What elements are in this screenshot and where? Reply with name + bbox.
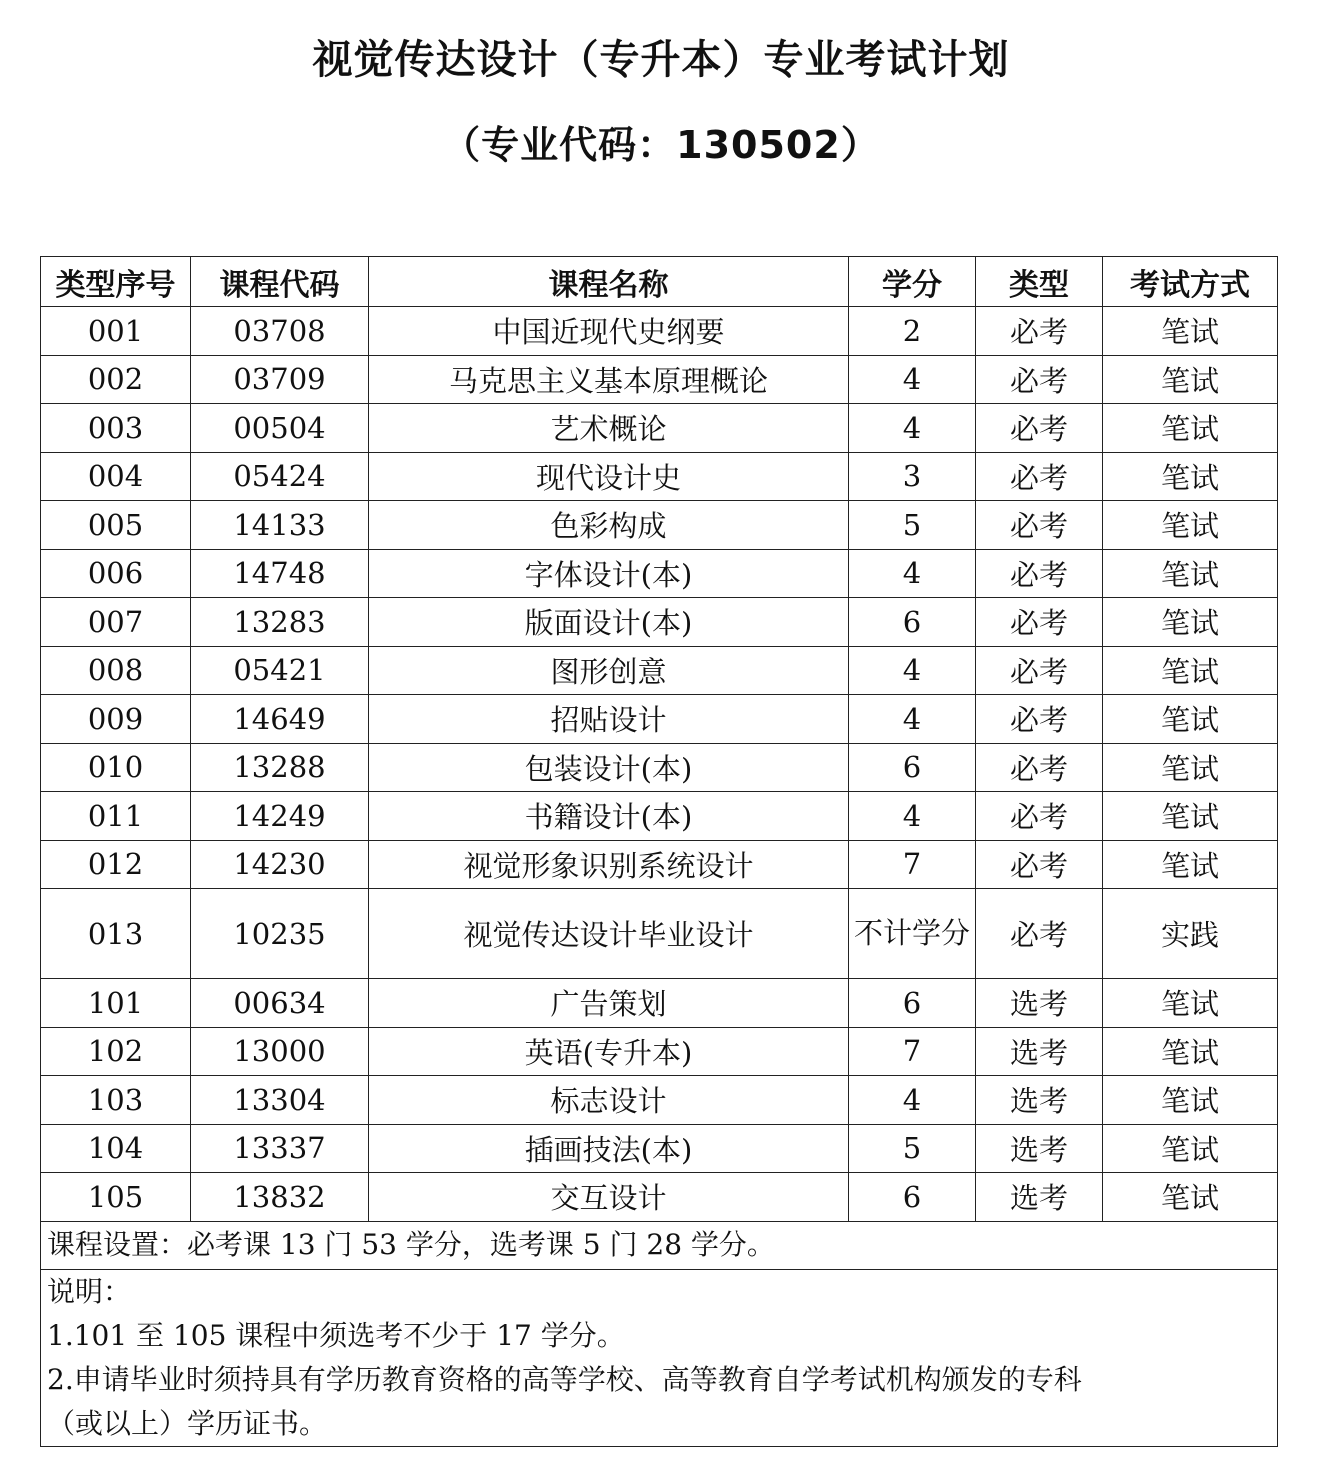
cell-credit: 7 [849,1027,976,1076]
cell-type: 必考 [976,307,1103,356]
cell-code: 13337 [191,1124,369,1173]
table-row [41,1027,1278,1076]
cell-credit: 4 [849,792,976,841]
cell-code: 05424 [191,452,369,501]
cell-name: 书籍设计(本) [369,792,849,841]
cell-credit: 4 [849,355,976,404]
table-header-row [41,257,1278,307]
exam-plan-table [40,256,1278,1447]
table-row [41,646,1278,695]
table-row [41,355,1278,404]
header-name: 课程名称 [369,257,849,307]
cell-code: 00634 [191,979,369,1028]
cell-credit: 6 [849,598,976,647]
cell-exam: 笔试 [1103,743,1278,792]
cell-credit: 5 [849,1124,976,1173]
cell-name: 马克思主义基本原理概论 [369,355,849,404]
cell-name: 版面设计(本) [369,598,849,647]
cell-name: 艺术概论 [369,404,849,453]
cell-seq: 005 [41,501,191,550]
cell-type: 选考 [976,979,1103,1028]
cell-type: 必考 [976,792,1103,841]
cell-credit: 4 [849,404,976,453]
table-row [41,549,1278,598]
cell-credit: 2 [849,307,976,356]
cell-seq: 008 [41,646,191,695]
cell-exam: 笔试 [1103,404,1278,453]
cell-type: 必考 [976,695,1103,744]
header-code: 课程代码 [191,257,369,307]
table-row [41,979,1278,1028]
cell-code: 14230 [191,840,369,889]
cell-exam: 笔试 [1103,792,1278,841]
cell-type: 必考 [976,452,1103,501]
cell-exam: 笔试 [1103,979,1278,1028]
table-row [41,792,1278,841]
cell-credit: 4 [849,1076,976,1125]
cell-name: 标志设计 [369,1076,849,1125]
cell-name: 交互设计 [369,1173,849,1222]
table-row [41,1173,1278,1222]
header-credit: 学分 [849,257,976,307]
cell-credit: 5 [849,501,976,550]
cell-credit: 6 [849,979,976,1028]
cell-exam: 笔试 [1103,1124,1278,1173]
cell-exam: 笔试 [1103,695,1278,744]
note-item-2-line-2: （或以上）学历证书。 [47,1407,328,1440]
cell-seq: 011 [41,792,191,841]
cell-code: 10235 [191,889,369,979]
cell-seq: 003 [41,404,191,453]
cell-exam: 笔试 [1103,598,1278,647]
cell-seq: 007 [41,598,191,647]
cell-credit: 6 [849,743,976,792]
table-row [41,1124,1278,1173]
cell-type: 选考 [976,1173,1103,1222]
cell-seq: 012 [41,840,191,889]
cell-credit: 3 [849,452,976,501]
cell-type: 选考 [976,1124,1103,1173]
cell-exam: 实践 [1103,889,1278,979]
cell-code: 14748 [191,549,369,598]
cell-type: 选考 [976,1076,1103,1125]
course-setting-row [41,1221,1278,1270]
cell-exam: 笔试 [1103,1173,1278,1222]
cell-name: 插画技法(本) [369,1124,849,1173]
cell-code: 14249 [191,792,369,841]
cell-type: 必考 [976,598,1103,647]
cell-name: 广告策划 [369,979,849,1028]
cell-credit: 不计学分 [849,889,976,979]
cell-code: 13832 [191,1173,369,1222]
cell-name: 包装设计(本) [369,743,849,792]
cell-type: 必考 [976,743,1103,792]
cell-exam: 笔试 [1103,646,1278,695]
cell-code: 13288 [191,743,369,792]
cell-type: 必考 [976,404,1103,453]
cell-name: 视觉形象识别系统设计 [369,840,849,889]
cell-exam: 笔试 [1103,307,1278,356]
cell-code: 13283 [191,598,369,647]
cell-seq: 006 [41,549,191,598]
cell-code: 00504 [191,404,369,453]
document-title: 视觉传达设计（专升本）专业考试计划 [312,37,1010,83]
cell-seq: 009 [41,695,191,744]
cell-type: 必考 [976,501,1103,550]
major-code-subtitle: （专业代码：130502） [442,123,880,167]
cell-code: 03709 [191,355,369,404]
table-row [41,598,1278,647]
cell-credit: 7 [849,840,976,889]
table-row [41,404,1278,453]
table-row [41,743,1278,792]
cell-name: 色彩构成 [369,501,849,550]
table-row [41,501,1278,550]
table-row [41,840,1278,889]
cell-exam: 笔试 [1103,1076,1278,1125]
cell-seq: 013 [41,889,191,979]
cell-name: 图形创意 [369,646,849,695]
cell-seq: 104 [41,1124,191,1173]
cell-seq: 105 [41,1173,191,1222]
cell-seq: 010 [41,743,191,792]
cell-name: 现代设计史 [369,452,849,501]
cell-type: 必考 [976,549,1103,598]
cell-code: 13304 [191,1076,369,1125]
cell-credit: 4 [849,646,976,695]
cell-exam: 笔试 [1103,501,1278,550]
cell-type: 必考 [976,355,1103,404]
note-item-2-line-1: 2.申请毕业时须持具有学历教育资格的高等学校、高等教育自学考试机构颁发的专科 [47,1363,1082,1396]
cell-name: 中国近现代史纲要 [369,307,849,356]
table-body [41,307,1278,1222]
course-setting-text: 课程设置：必考课 13 门 53 学分，选考课 5 门 28 学分。 [41,1221,1278,1270]
cell-type: 必考 [976,840,1103,889]
cell-credit: 4 [849,695,976,744]
cell-exam: 笔试 [1103,549,1278,598]
header-exam: 考试方式 [1103,257,1278,307]
table-row [41,452,1278,501]
cell-code: 05421 [191,646,369,695]
cell-type: 必考 [976,889,1103,979]
header-seq: 类型序号 [41,257,191,307]
cell-exam: 笔试 [1103,355,1278,404]
cell-name: 字体设计(本) [369,549,849,598]
cell-name: 英语(专升本) [369,1027,849,1076]
cell-name: 招贴设计 [369,695,849,744]
table-row [41,1076,1278,1125]
cell-type: 选考 [976,1027,1103,1076]
table-row [41,307,1278,356]
cell-name: 视觉传达设计毕业设计 [369,889,849,979]
notes-cell [41,1270,1278,1447]
cell-seq: 102 [41,1027,191,1076]
note-item-1: 1.101 至 105 课程中须选考不少于 17 学分。 [47,1319,625,1352]
cell-seq: 004 [41,452,191,501]
cell-exam: 笔试 [1103,452,1278,501]
cell-code: 03708 [191,307,369,356]
table-row [41,695,1278,744]
cell-seq: 101 [41,979,191,1028]
cell-seq: 001 [41,307,191,356]
cell-credit: 6 [849,1173,976,1222]
cell-exam: 笔试 [1103,1027,1278,1076]
cell-credit: 4 [849,549,976,598]
notes-row [41,1270,1278,1447]
table-row [41,889,1278,979]
cell-code: 14649 [191,695,369,744]
cell-code: 14133 [191,501,369,550]
notes-heading: 说明： [47,1275,132,1308]
cell-seq: 002 [41,355,191,404]
header-type: 类型 [976,257,1103,307]
cell-seq: 103 [41,1076,191,1125]
cell-type: 必考 [976,646,1103,695]
cell-code: 13000 [191,1027,369,1076]
cell-exam: 笔试 [1103,840,1278,889]
